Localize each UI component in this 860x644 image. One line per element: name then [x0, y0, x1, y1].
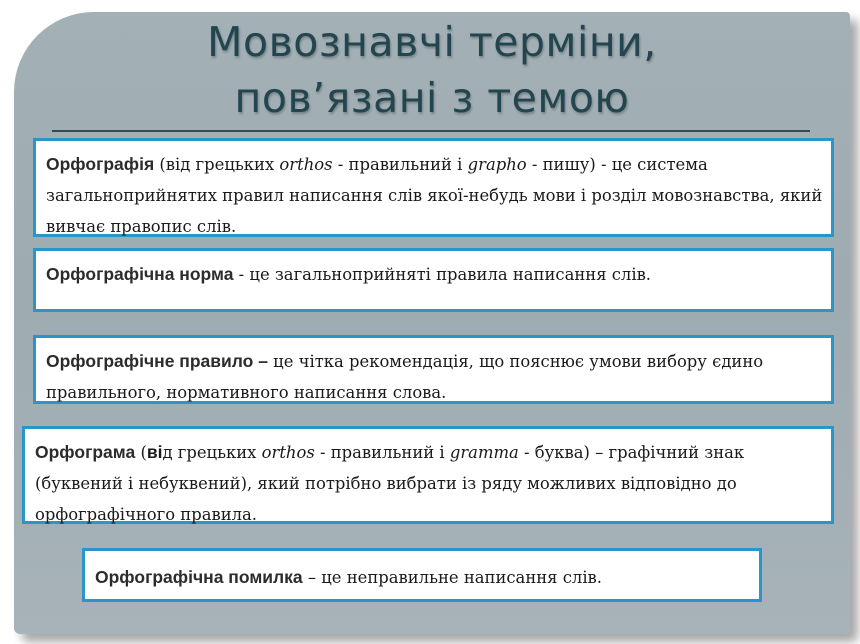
greek-word: orthos	[279, 155, 333, 174]
definition-term: Орфограма	[35, 442, 136, 462]
greek-word: grapho	[467, 155, 527, 174]
definition-text: - буква) – графічний знак (буквений і небуквений), який потрібно вибрати із ряду можливих відповідно до орфографічного правила.	[35, 443, 745, 524]
definition-term: Орфографічна помилка	[95, 567, 303, 587]
definition-text: - правильний і	[314, 443, 450, 462]
definition-text: д грецьких	[162, 443, 262, 462]
definition-text: - пишу) - це система загальноприйнятих правил написання слів якої-небудь мови і розділ мовознавства, який вивчає правопис слів.	[46, 155, 823, 236]
definition-text: (від грецьких	[154, 155, 280, 174]
definition-box-orthographic-error	[82, 548, 762, 602]
definition-text: це чітка рекомендація, що пояснює умови вибору єдино правильного, нормативного написання слова.	[46, 352, 764, 402]
definition-term: Орфографія	[46, 154, 155, 174]
title-line-2: пов’язані з темою	[234, 74, 630, 122]
slide-title	[14, 14, 850, 126]
definition-text: - це загальноприйняті правила написання слів.	[233, 265, 652, 284]
definition-box-orthographic-rule	[33, 335, 834, 404]
definition-text: – це неправильне написання слів.	[302, 568, 602, 587]
greek-word: gramma	[449, 443, 519, 462]
definition-box-orthography	[33, 138, 834, 237]
greek-word: orthos	[261, 443, 315, 462]
title-line-1: Мовознавчі терміни,	[207, 18, 657, 66]
definition-box-orthographic-norm	[33, 248, 834, 312]
definition-term: Орфографічна норма	[46, 264, 234, 284]
definition-text: (	[135, 443, 147, 462]
definition-text: - правильний і	[332, 155, 468, 174]
title-divider	[52, 130, 810, 132]
definition-term: Орфографічне правило –	[46, 351, 268, 371]
definition-text: ві	[146, 442, 163, 462]
definition-box-orthogram	[22, 426, 834, 524]
